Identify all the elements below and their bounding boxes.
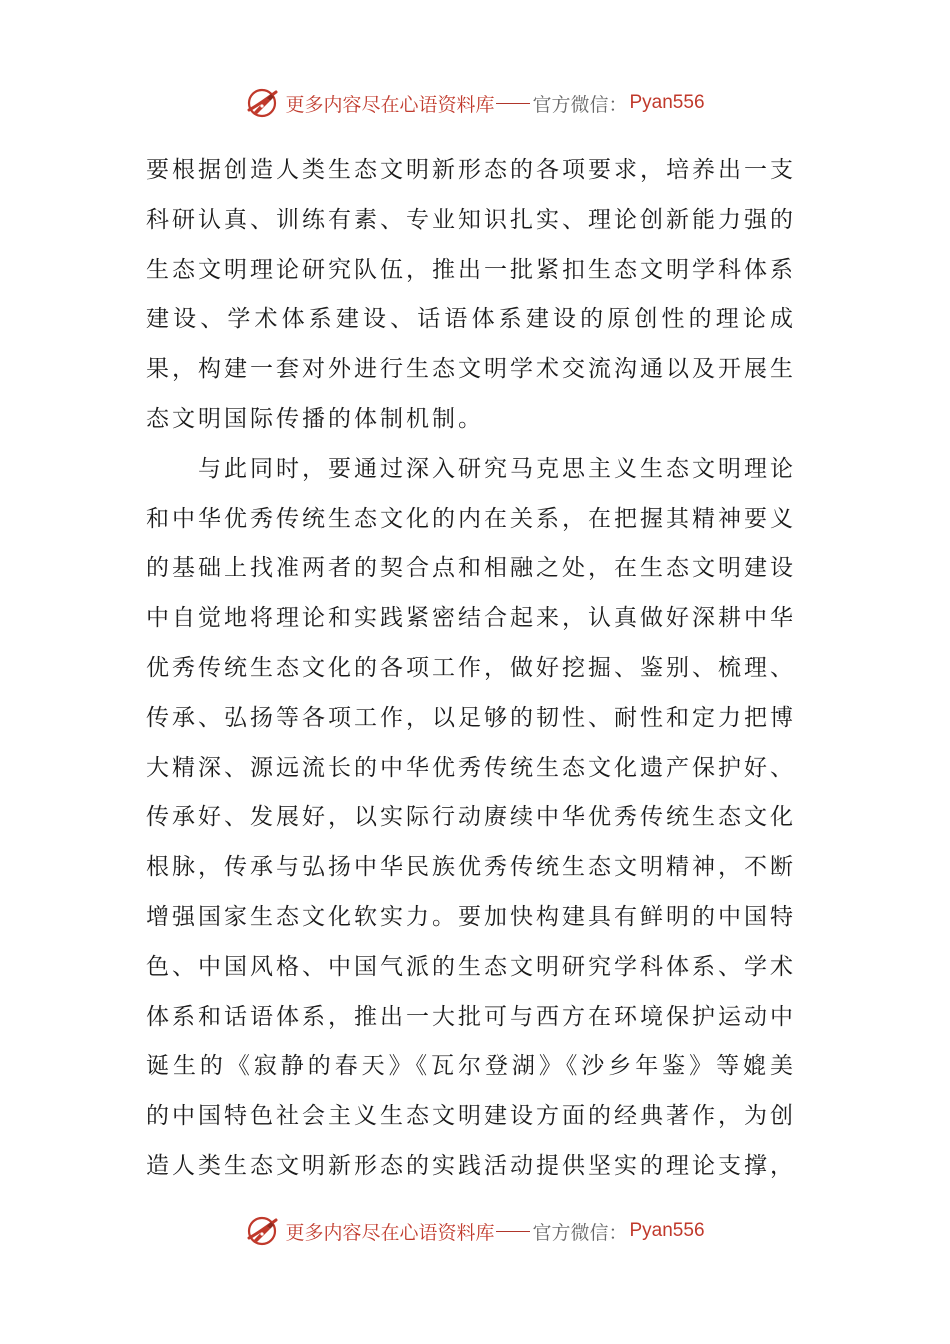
banner-divider	[496, 1231, 530, 1232]
banner-wechat-label: 官方微信：	[532, 93, 628, 116]
document-body	[146, 146, 796, 1192]
pen-nib-logo-icon	[245, 1214, 279, 1248]
header-watermark-banner	[0, 83, 950, 123]
banner-wechat-id: Pyan556	[629, 1220, 705, 1241]
banner-slogan: 更多内容尽在心语资料库	[285, 1221, 495, 1244]
banner-wechat-label: 官方微信：	[532, 1221, 628, 1244]
banner-slogan: 更多内容尽在心语资料库	[285, 93, 495, 116]
banner-wechat-id: Pyan556	[629, 92, 705, 113]
banner-divider	[496, 103, 530, 104]
pen-nib-logo-icon	[245, 86, 279, 120]
footer-watermark-banner	[0, 1211, 950, 1251]
paragraph-2: 与此同时，要通过深入研究马克思主义生态文明理论和中华优秀传统生态文化的内在关系，在把握其精神要义的基础上找准两者的契合点和相融之处，在生态文明建设中自觉地将理论和实践紧密结合起来，认真做好深耕中华优秀传统生态文化的各项工作，做好挖掘、鉴别、梳理、传承、弘扬等各项工作，以足够的韧性、耐性和定力把博大精深、源远流长的中华优秀传统生态文化遗产保护好、传承好、发展好，以实际行动赓续中华优秀传统生态文化根脉，传承与弘扬中华民族优秀传统生态文明精神，不断增强国家生态文化软实力。要加快构建具有鲜明的中国特色、中国风格、中国气派的生态文明研究学科体系、学术体系和话语体系，推出一大批可与西方在环境保护运动中诞生的《寂静的春天》《瓦尔登湖》《沙乡年鉴》等媲美的中国特色社会主义生态文明建设方面的经典著作，为创造人类生态文明新形态的实践活动提供坚实的理论支撑，	[146, 455, 796, 1179]
paragraph-1: 要根据创造人类生态文明新形态的各项要求，培养出一支科研认真、训练有素、专业知识扎实、理论创新能力强的生态文明理论研究队伍，推出一批紧扣生态文明学科体系建设、学术体系建设、话语体系建设的原创性的理论成果，构建一套对外进行生态文明学术交流沟通以及开展生态文明国际传播的体制机制。	[146, 157, 796, 432]
